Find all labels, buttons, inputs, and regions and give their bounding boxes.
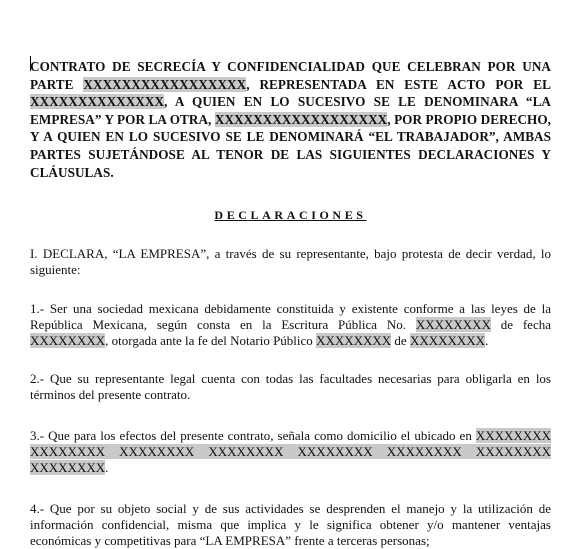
intro-text: , REPRESENTADA EN ESTE ACTO POR EL — [246, 76, 551, 92]
declaration-item-3 — [30, 428, 551, 476]
document-body[interactable] — [30, 58, 551, 549]
redacted-place: XXXXXXXX — [409, 333, 486, 349]
intro-text: CONTRATO DE SECRECÍA Y CONFIDENCIALIDAD QUE CELEBRAN POR UNA PARTE — [30, 59, 551, 92]
item-text: . — [105, 460, 109, 476]
declarations-heading: DECLARACIONES — [214, 208, 367, 223]
declaration-company-intro: I. DECLARA, “LA EMPRESA”, a través de su representante, bajo protesta de decir verdad, lo siguiente: — [30, 246, 551, 278]
declaration-item-4: 4.- Que por su objeto social y de sus actividades se desprenden el manejo y la utilización de información confidencial, misma que implica y le significa obtener y/o mantener ventajas económicas y competitivas para “LA EMPRESA” frente a terceras personas; — [30, 501, 551, 549]
item-text: de fecha — [490, 317, 551, 333]
redacted-party-name: XXXXXXXXXXXXXXXXX — [83, 76, 247, 92]
redacted-date: XXXXXXXX — [30, 333, 106, 349]
item-text: 1.- Ser una sociedad mexicana debidamente constituida y existente conforme a las leyes de la República Mexicana, según consta en la Escritura Pública No. — [30, 301, 551, 333]
item-text: , otorgada ante la fe del Notario Público — [105, 333, 317, 349]
redacted-representative-name: XXXXXXXXXXXXXX — [30, 94, 165, 110]
redacted-notary: XXXXXXXX — [316, 333, 392, 349]
declaration-item-1 — [30, 301, 551, 349]
item-text: 3.- Que para los efectos del presente contrato, señala como domicilio el ubicado en — [30, 428, 476, 444]
redacted-worker-name: XXXXXXXXXXXXXXXXXX — [214, 111, 388, 127]
contract-intro — [30, 58, 551, 181]
redacted-address: XXXXXXXX XXXXXXXX XXXXXXXX XXXXXXXX XXXXXXXX XXXXXXXX XXXXXXXX XXXXXXXX — [30, 428, 551, 476]
item-text: de — [391, 333, 410, 349]
intro-text: , POR PROPIO DERECHO, Y A QUIEN EN LO SUCESIVO SE LE DENOMINARÁ “EL TRABAJADOR”, AMBAS PARTES SUJETÁNDOSE AL TENOR DE LAS SIGUIENTES DECLARACIONES Y CLÁUSULAS. — [30, 111, 552, 180]
item-text: . — [485, 333, 489, 349]
redacted-deed-number: XXXXXXXX — [415, 317, 491, 333]
declaration-item-2: 2.- Que su representante legal cuenta con todas las facultades necesarias para obligarla en los términos del presente contrato. — [30, 371, 551, 403]
intro-text: , A QUIEN EN LO SUCESIVO SE LE DENOMINARA “LA EMPRESA” Y POR LA OTRA, — [30, 94, 551, 127]
